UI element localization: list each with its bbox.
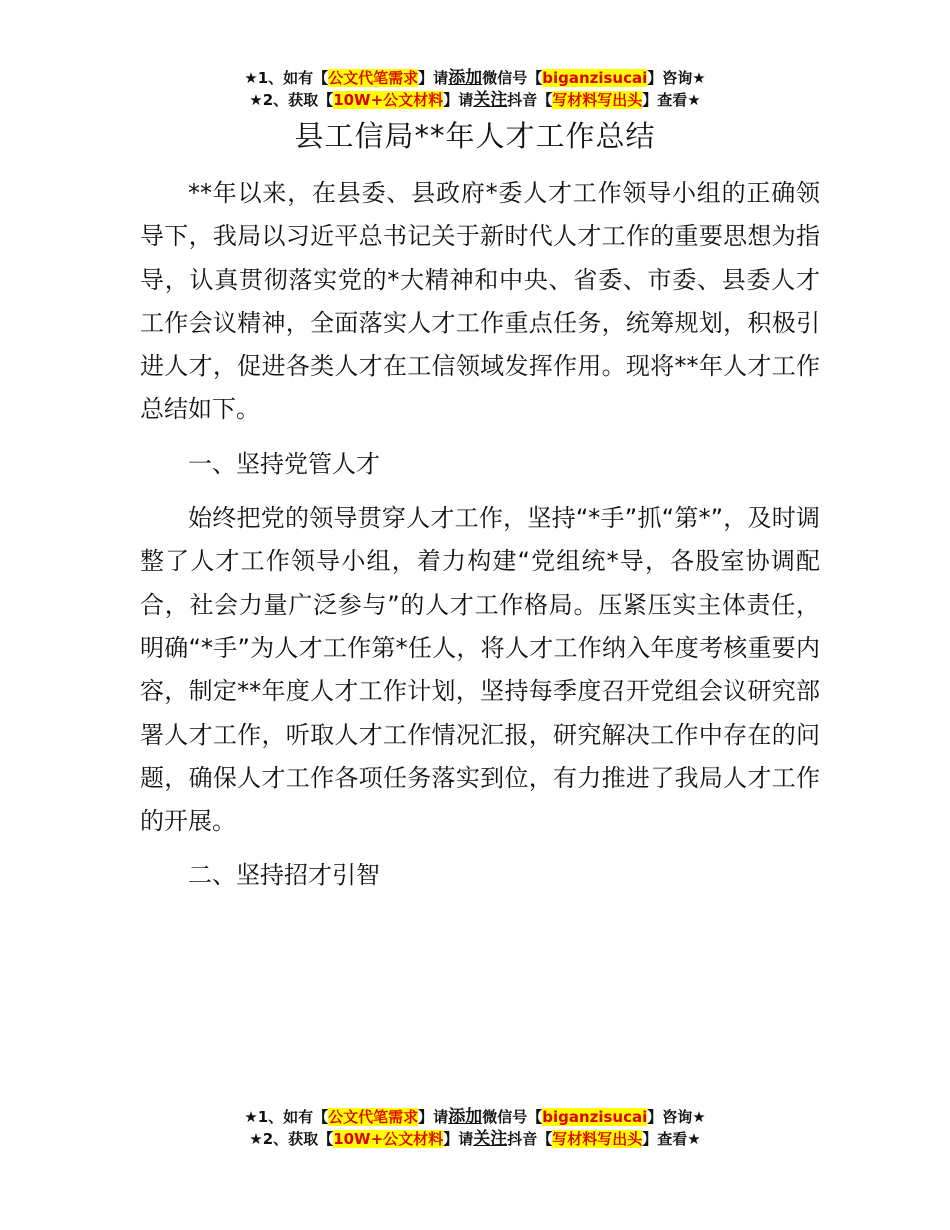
section-heading-2: 二、坚持招才引智: [188, 861, 380, 890]
promo-text: 微信号【: [482, 69, 543, 87]
promo-text: 】查看★: [642, 1130, 701, 1148]
promo-emphasis: 添加: [448, 68, 483, 88]
promo-wechat-id: biganzisucai: [542, 1108, 648, 1126]
promo-line-materials: [0, 89, 950, 111]
promo-emphasis: 添加: [448, 1107, 483, 1127]
promo-highlight: 公文代笔需求: [328, 69, 419, 87]
promo-text: 抖音【: [507, 1130, 553, 1148]
promo-text: ★1、如有【: [244, 69, 329, 87]
promo-emphasis: 关注: [473, 90, 508, 110]
section-1-paragraph: 始终把党的领导贯穿人才工作，坚持“*手”抓“第*”，及时调整了人才工作领导小组，着力构建“党组统*导，各股室协调配合，社会力量广泛参与”的人才工作格局。压紧压实主体责任，明确“*手”为人才工作第*任人，将人才工作纳入年度考核重要内容，制定**年度人才工作计划，坚持每季度召开党组会议研究部署人才工作，听取人才工作情况汇报，研究解决工作中存在的问题，确保人才工作各项任务落实到位，有力推进了我局人才工作的开展。: [140, 504, 820, 836]
promo-line-ghostwriting: [0, 67, 950, 89]
document-body: [140, 172, 820, 909]
promo-text: 】查看★: [642, 91, 701, 109]
promo-wechat-id: biganzisucai: [542, 69, 648, 87]
promo-emphasis: 关注: [473, 1129, 508, 1149]
intro-paragraph: **年以来，在县委、县政府*委人才工作领导小组的正确领导下，我局以习近平总书记关于新时代人才工作的重要思想为指导，认真贯彻落实党的*大精神和中央、省委、市委、县委人才工作会议精神，全面落实人才工作重点任务，统筹规划，积极引进人才，促进各类人才在工信领域发挥作用。现将**年人才工作总结如下。: [140, 179, 820, 424]
promo-banner-bottom: [0, 1106, 950, 1150]
promo-highlight: 10W+公文材料: [333, 91, 444, 109]
promo-douyin-account: 写材料写出头: [552, 91, 643, 109]
promo-text: 】请: [418, 1108, 449, 1126]
promo-text: 】请: [418, 69, 449, 87]
promo-text: ★1、如有【: [244, 1108, 329, 1126]
promo-text: 】咨询★: [647, 69, 706, 87]
promo-text: ★2、获取【: [249, 91, 334, 109]
promo-text: 】咨询★: [647, 1108, 706, 1126]
document-title: 县工信局**年人才工作总结: [294, 119, 656, 153]
promo-line-ghostwriting: [0, 1106, 950, 1128]
promo-line-materials: [0, 1128, 950, 1150]
promo-text: 】请: [443, 1130, 474, 1148]
section-heading-1: 一、坚持党管人才: [188, 449, 380, 478]
promo-text: 微信号【: [482, 1108, 543, 1126]
promo-text: 抖音【: [507, 91, 553, 109]
promo-text: ★2、获取【: [249, 1130, 334, 1148]
promo-banner-top: [0, 67, 950, 111]
promo-highlight: 公文代笔需求: [328, 1108, 419, 1126]
promo-douyin-account: 写材料写出头: [552, 1130, 643, 1148]
promo-text: 】请: [443, 91, 474, 109]
promo-highlight: 10W+公文材料: [333, 1130, 444, 1148]
